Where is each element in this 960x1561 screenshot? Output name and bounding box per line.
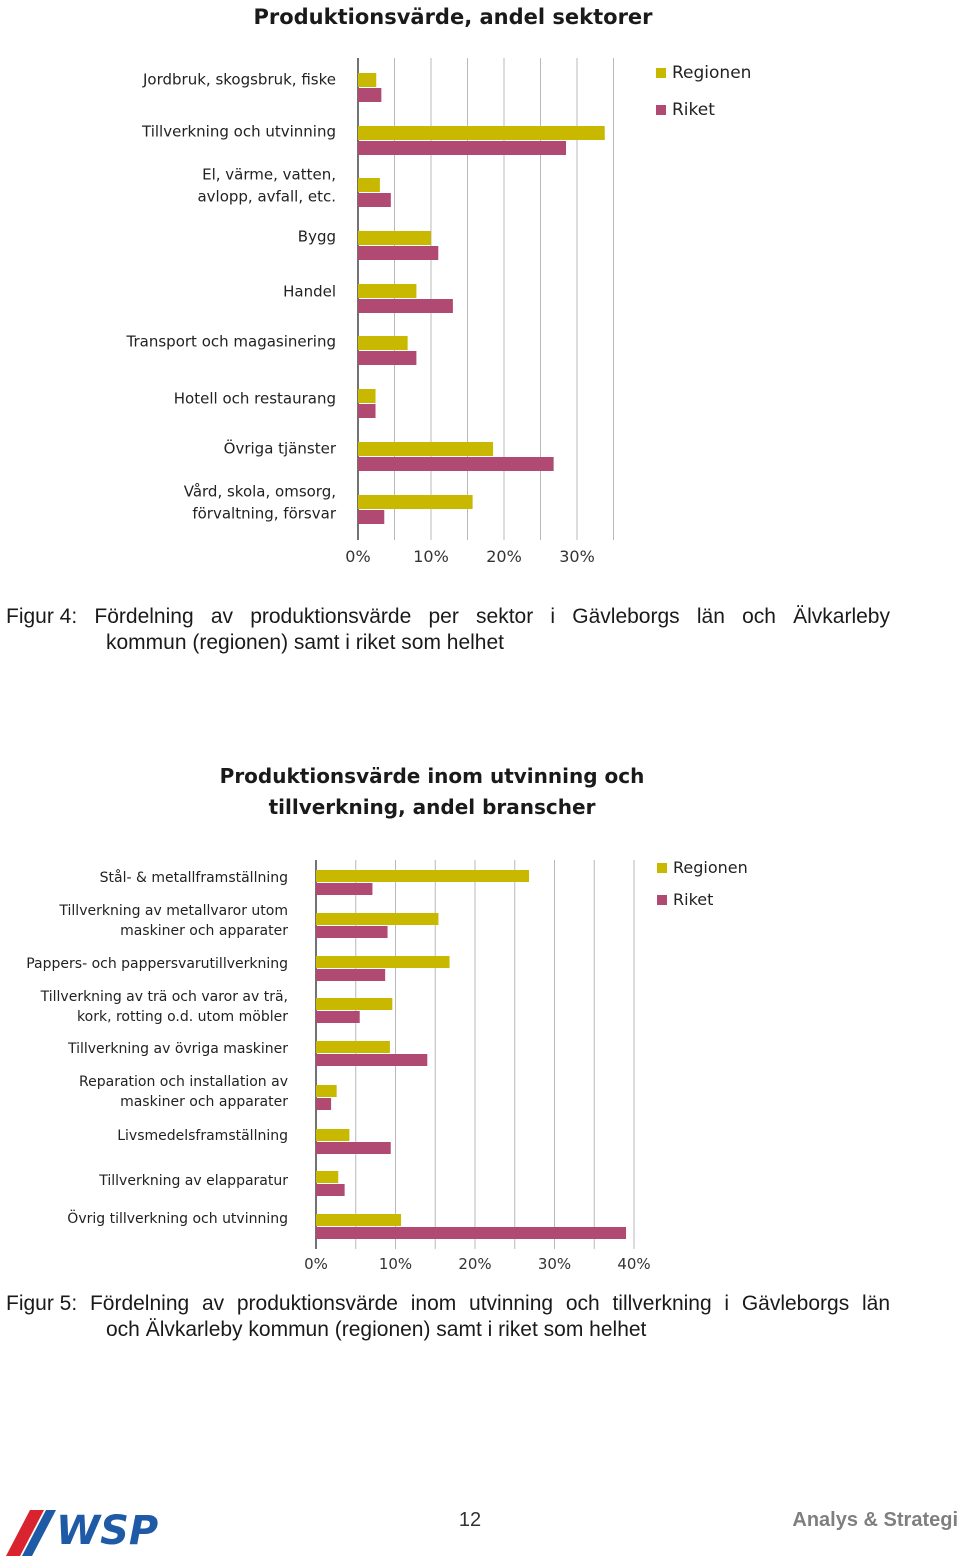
category-label: Tillverkning av trä och varor av trä, xyxy=(40,988,288,1005)
bar-regionen xyxy=(316,1085,337,1097)
page-footer xyxy=(0,1500,960,1561)
category-label: kork, rotting o.d. utom möbler xyxy=(77,1008,288,1025)
figure-5-caption xyxy=(6,1291,890,1343)
bar-riket xyxy=(358,88,381,102)
x-tick-label: 30% xyxy=(559,547,595,566)
caption-word: produktionsvärde xyxy=(236,1292,398,1315)
chart-title: Produktionsvärde, andel sektorer xyxy=(253,5,653,29)
caption-word: Älvkarleby xyxy=(793,605,890,628)
legend-label: Regionen xyxy=(673,858,748,877)
bar-regionen xyxy=(358,231,431,245)
category-label: Hotell och restaurang xyxy=(173,389,336,408)
bar-regionen xyxy=(358,442,493,456)
figure-5-caption-line-1 xyxy=(6,1291,890,1317)
page-number: 12 xyxy=(458,1509,482,1531)
bar-riket xyxy=(316,883,372,895)
caption-word: inom xyxy=(410,1292,457,1315)
x-tick-label: 10% xyxy=(413,547,449,566)
bar-regionen xyxy=(358,389,376,403)
bar-riket xyxy=(316,1011,360,1023)
bar-regionen xyxy=(316,913,438,925)
bar-riket xyxy=(316,1184,345,1196)
bar-regionen xyxy=(358,336,408,350)
caption-word: i xyxy=(724,1292,730,1315)
x-tick-label: 20% xyxy=(458,1255,492,1273)
category-label: Handel xyxy=(283,282,336,301)
category-label: Tillverkning av metallvaror utom xyxy=(59,902,288,919)
bar-riket xyxy=(316,969,385,981)
category-label: Pappers- och pappersvarutillverkning xyxy=(26,955,288,972)
x-tick-label: 30% xyxy=(537,1255,572,1273)
chart-title: tillverkning, andel branscher xyxy=(268,795,596,819)
caption-word: och xyxy=(565,1292,600,1315)
legend-swatch xyxy=(657,863,667,873)
bar-regionen xyxy=(358,495,473,509)
chart-title: Produktionsvärde inom utvinning och xyxy=(219,764,645,788)
caption-word: av xyxy=(210,605,233,628)
category-label: El, värme, vatten, xyxy=(202,165,336,184)
x-tick-label: 0% xyxy=(304,1255,328,1273)
category-label: Bygg xyxy=(297,227,336,246)
caption-word: län xyxy=(861,1292,890,1315)
bar-riket xyxy=(358,246,438,260)
legend-label: Riket xyxy=(672,100,715,120)
legend-swatch xyxy=(656,105,666,115)
category-label: Övrig tillverkning och utvinning xyxy=(67,1210,288,1227)
category-label: Tillverkning av övriga maskiner xyxy=(67,1040,288,1057)
category-label: Tillverkning och utvinning xyxy=(142,122,336,141)
legend-label: Riket xyxy=(673,890,714,909)
category-label: Reparation och installation av xyxy=(79,1073,288,1090)
x-tick-label: 20% xyxy=(486,547,522,566)
category-label: Transport och magasinering xyxy=(126,332,336,351)
bar-regionen xyxy=(316,1214,401,1226)
caption-word: per xyxy=(428,605,459,628)
caption-word: län xyxy=(696,605,725,628)
caption-word: och xyxy=(742,605,776,628)
category-label: Vård, skola, omsorg, xyxy=(183,482,336,501)
category-label: Jordbruk, skogsbruk, fiske xyxy=(143,70,336,89)
caption-word: tillverkning xyxy=(612,1292,712,1315)
wsp-logo xyxy=(4,1500,174,1560)
caption-word: Gävleborgs xyxy=(572,605,680,628)
bar-regionen xyxy=(316,870,529,882)
bar-riket xyxy=(358,351,416,365)
bar-riket xyxy=(358,299,453,313)
bar-riket xyxy=(358,193,391,207)
bar-regionen xyxy=(316,1171,338,1183)
bar-riket xyxy=(316,1054,427,1066)
bar-riket xyxy=(316,1098,331,1110)
wsp-logo-text: WSP xyxy=(56,1508,159,1554)
legend-swatch xyxy=(656,68,666,78)
bar-regionen xyxy=(358,126,605,140)
legend-swatch xyxy=(657,895,667,905)
caption-word: Fördelning xyxy=(89,1292,190,1315)
category-label: maskiner och apparater xyxy=(120,922,288,939)
category-label: maskiner och apparater xyxy=(120,1093,288,1110)
x-tick-label: 10% xyxy=(378,1255,413,1273)
category-label: Stål- & metallframställning xyxy=(99,869,288,886)
x-tick-label: 40% xyxy=(617,1255,651,1273)
caption-word: utvinning xyxy=(469,1292,554,1315)
legend-label: Regionen xyxy=(672,63,752,83)
chart-1-svg xyxy=(0,0,960,580)
x-tick-label: 0% xyxy=(345,547,371,566)
bar-regionen xyxy=(316,1129,349,1141)
figure-4-caption xyxy=(6,604,890,656)
category-label: Övriga tjänster xyxy=(223,439,336,458)
bar-regionen xyxy=(358,178,380,192)
bar-riket xyxy=(358,404,376,418)
bar-regionen xyxy=(316,956,450,968)
category-label: Tillverkning av elapparatur xyxy=(99,1172,288,1189)
category-label: avlopp, avfall, etc. xyxy=(197,187,336,206)
bar-riket xyxy=(358,141,566,155)
bar-riket xyxy=(316,1142,391,1154)
bar-regionen xyxy=(316,1041,390,1053)
figure-5-caption-line-2: och Älvkarleby kommun (regionen) samt i riket som helhet xyxy=(106,1318,647,1341)
caption-label: Figur 5: xyxy=(6,1292,78,1315)
bar-regionen xyxy=(316,998,392,1010)
caption-word: Fördelning xyxy=(94,605,194,628)
bar-riket xyxy=(358,510,384,524)
bar-riket xyxy=(316,1227,626,1239)
figure-4-caption-line-1 xyxy=(6,604,890,630)
figure-4-caption-line-2: kommun (regionen) samt i riket som helhet xyxy=(106,631,504,654)
category-label: Livsmedelsframställning xyxy=(117,1127,288,1144)
bar-riket xyxy=(316,926,388,938)
bar-regionen xyxy=(358,284,416,298)
caption-word: i xyxy=(550,605,556,628)
caption-word: produktionsvärde xyxy=(250,605,412,628)
bar-regionen xyxy=(358,73,376,87)
caption-label: Figur 4: xyxy=(6,605,78,628)
caption-word: av xyxy=(201,1292,225,1315)
caption-word: Gävleborgs xyxy=(741,1292,850,1315)
category-label: förvaltning, försvar xyxy=(192,504,336,523)
chart-utvinning-tillverkning-branscher xyxy=(0,755,960,1280)
chart-2-svg xyxy=(0,755,960,1280)
bar-riket xyxy=(358,457,554,471)
caption-word: sektor xyxy=(476,605,534,628)
footer-brand: Analys & Strategi xyxy=(792,1509,958,1531)
chart-produktionsvarde-sektorer xyxy=(0,0,960,580)
